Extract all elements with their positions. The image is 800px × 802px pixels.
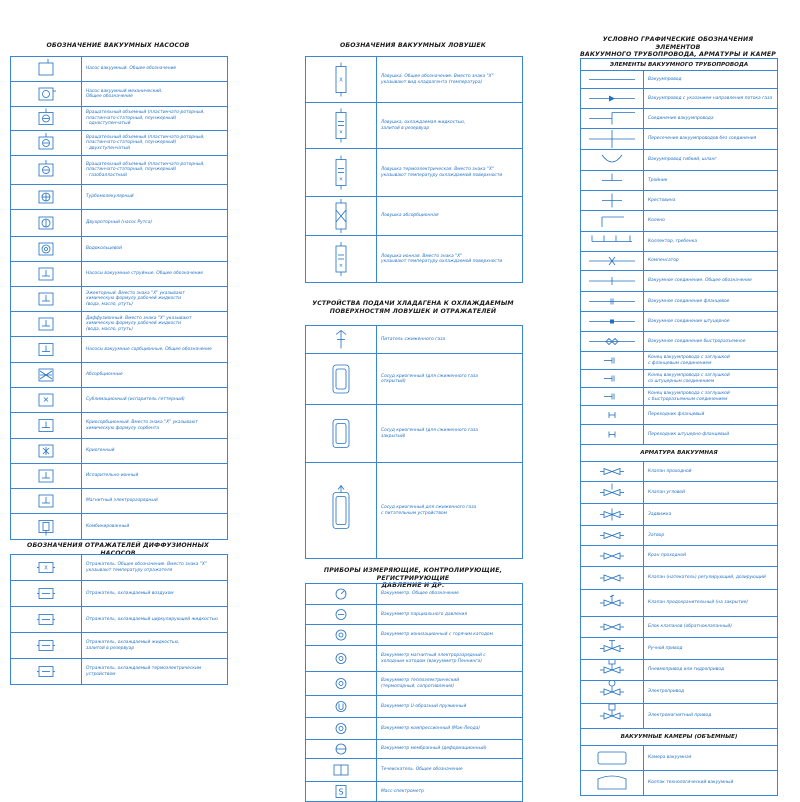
symbol-label: Конец вакуумпровода с заглушкой со штуцерным соединением [648,373,730,384]
symbol-label: Диффузионный. Вместо знака "X" указывают химическую формулу рабочей жидкости (вода, масло, ртуть) [86,315,192,332]
pump-diffusion-icon [11,312,82,336]
pump-evaporative-icon [11,464,82,488]
symbol-row [11,82,227,107]
symbol-label: Клапан угловой [648,489,685,495]
symbol-label: Клапан предохранительный (на закрытие) [648,600,748,606]
pump-combined-icon [11,514,82,539]
section-subhead: АРМАТУРА ВАКУУМНАЯ [581,445,777,462]
symbol-label: Водокольцевой [86,246,122,252]
symbol-row [306,740,522,759]
symbol-label: Соединение вакуумпровода [648,115,714,121]
feeder-icon [306,326,377,353]
symbol-label: Электромагнитный привод [648,713,712,719]
svg-text:X: X [44,565,48,572]
pipe-icon [581,71,644,88]
symbol-row [306,57,522,103]
symbol-label: Колпак технологический вакуумный [648,780,734,786]
vacuummeter-general-icon [306,584,377,604]
reflector-general-icon [11,555,82,580]
symbol-row [581,129,777,150]
pipe-quick-icon [581,332,644,351]
vacuum-traps-table [305,56,523,283]
symbol-row [306,405,522,463]
pump-volumetric-icon [11,107,82,130]
symbol-label: Вакуумметр теплоэлектрический (термопарный, сопротивления) [381,678,460,689]
symbol-row [581,546,777,567]
pipe-cross-icon [581,191,644,210]
pump-mechanical-icon [11,82,82,106]
vacuummeter-partial-icon [306,605,377,624]
symbol-row [581,425,777,445]
symbol-label: Вакуумметр ионизационный с горячим катодом [381,632,493,638]
symbol-label: Вращательный объемный (пластинчато-роторный, пластинчато-статорный, плунжерный) - газобалластный [86,161,205,178]
reflector-thermo-icon [11,659,82,684]
symbol-row [306,236,522,282]
symbol-label: Конец вакуумпровода с заглушкой с фланцевым соединением [648,355,730,366]
symbol-row [306,463,522,558]
symbol-row [306,759,522,782]
symbol-row [581,71,777,89]
symbol-row [306,103,522,149]
pipe-fitting-icon [581,312,644,331]
vessel-closed-icon [306,405,377,462]
valve-shutter-icon [581,526,644,545]
symbol-row [306,696,522,718]
symbol-label: Отражатель, охлаждаемый воздухом [86,590,174,596]
vacuummeter-magnetic-icon [306,646,377,671]
symbol-label: Вакуумметр парциального давления [381,611,468,617]
symbol-row [306,354,522,405]
pipe-passthrough-fitting-icon [581,425,644,444]
vessel-open-icon [306,354,377,404]
symbol-row [581,638,777,660]
valve-leak-icon [581,567,644,589]
symbol-label: Вакуумпровод с указанием направления потока газа [648,95,773,101]
pump-jet-icon [11,262,82,286]
valve-pneumatic-icon [581,660,644,680]
pipeline-title: УСЛОВНО ГРАФИЧЕСКИЕ ОБОЗНАЧЕНИЯ ЭЛЕМЕНТОВ ВАКУУМНОГО ТРУБОПРОВОДА, АРМАТУРЫ И КАМЕР [580,36,776,58]
pump-adsorption-icon [11,363,82,387]
symbol-row [11,514,227,539]
symbol-row [581,252,777,271]
symbol-label: Отражатель. Общее обозначение. Вместо знака "X" указывают температуру отражателя [86,562,207,573]
symbol-label: Конец вакуумпровода с заглушкой с быстроразъемным соединением [648,391,730,402]
symbol-label: Вакуумметр U-образный пружинный [381,703,467,709]
pump-cryosorption-icon [11,413,82,438]
pipe-connection-icon [581,271,644,291]
symbol-label: Вращательный объемный (пластинчато-роторный, пластинчато-статорный, плунжерный) - двухступенчатый [86,134,205,151]
symbol-label: Эжекторный. Вместо знака "X" указывают химическую формулу рабочей жидкости (вода, масло, ртуть) [86,290,185,307]
vacuum-traps-title: ОБОЗНАЧЕНИЯ ВАКУУМНЫХ ЛОВУШЕК [339,42,487,49]
chamber-process-icon [581,771,644,795]
pipe-end-fitting-icon [581,370,644,387]
refrigerant-supply-title: УСТРОЙСТВА ПОДАЧИ ХЛАДАГЕНА К ОХЛАЖДАЕМЫМ ПОВЕРХНОСТЯМ ЛОВУШЕК И ОТРАЖАТЕЛЕЙ [312,300,514,315]
symbol-row [581,746,777,771]
mass-spectrometer-icon [306,782,377,801]
pipe-end-quick-icon [581,388,644,405]
pipe-manifold-icon [581,232,644,251]
symbol-row [581,406,777,425]
pump-cryogenic-icon [11,439,82,463]
symbol-label: Питатель сжиженного газа [381,336,446,342]
symbol-label: Отражатель, охлаждаемый термоэлектрическим устройством [86,666,202,677]
symbol-row [11,131,227,156]
symbol-label: Абсорбционные [86,372,123,378]
symbol-label: Пересечение вакуумпроводов без соединения [648,136,757,142]
symbol-label: Комбинированный [86,523,130,529]
valve-manual-icon [581,638,644,659]
leak-detector-icon [306,759,377,781]
symbol-row [581,211,777,232]
symbol-row [11,210,227,237]
symbol-label: Тройник [648,177,668,183]
symbol-label: Переходник фланцевый [648,412,705,418]
pipe-end-flange-icon [581,352,644,369]
pipe-flow-icon [581,89,644,108]
symbol-label: Ловушка абсорбционная [381,213,439,219]
symbol-label: Коллектор, гребенка [648,238,698,244]
valve-electric-icon [581,681,644,703]
symbol-row [11,633,227,659]
svg-text:S: S [338,787,344,797]
trap-thermo-icon [306,149,377,196]
symbol-label: Вакуумметр мембранный (деформационный) [381,746,487,752]
symbol-label: Ловушка термоэлектрическая. Вместо знака "X" указывают температуру охлаждаемой поверхности [381,167,503,178]
symbol-label: Сублимационный (испаритель геттерный) [86,397,185,403]
pipe-passthrough-flange-icon [581,406,644,424]
symbol-row [581,462,777,482]
pump-magnetic-icon [11,489,82,513]
symbol-row [581,482,777,504]
symbol-row [11,156,227,185]
vacuum-pumps-table [10,56,228,540]
vacuummeter-compression-icon [306,718,377,739]
vacuummeter-thermal-icon [306,672,377,695]
svg-text:×: × [338,176,344,183]
symbol-row [11,337,227,363]
symbol-row [581,704,777,729]
trap-general-icon [306,57,377,102]
symbol-label: Течеискатель. Общее обозначение [381,767,463,773]
symbol-label: Задвижка [648,511,672,517]
symbol-row [581,370,777,388]
symbol-row [581,109,777,129]
section-subhead: ЭЛЕМЕНТЫ ВАКУУМНОГО ТРУБОПРОВОДА [581,59,777,71]
svg-text:×: × [338,129,344,136]
symbol-row [581,617,777,638]
reflector-reservoir-icon [11,633,82,658]
trap-reservoir-icon [306,103,377,148]
symbol-row [11,388,227,413]
reflector-air-icon [11,581,82,606]
symbol-row [11,581,227,607]
symbol-row [11,464,227,489]
symbol-label: Камера вакуумная [648,755,692,761]
pipe-bent-icon [581,150,644,170]
symbol-label: Крестовина [648,197,676,203]
symbol-row [11,287,227,312]
symbol-label: Ловушка ионная. Вместо знака "X" указывают температуру охлаждаемой поверхности [381,253,503,264]
pump-turbomolecular-icon [11,185,82,209]
valve-gate-icon [581,504,644,525]
symbol-row [581,191,777,211]
vessel-feeder-icon [306,463,377,558]
symbol-row [581,504,777,526]
svg-text:×: × [42,395,50,404]
symbol-row [11,312,227,337]
symbol-row [11,607,227,633]
symbol-label: Ловушка. Общее обозначение. Вместо знака "X" указывают вид хладоагента (температура) [381,74,494,85]
pump-waterring-icon [11,237,82,261]
symbol-label: Отражатель, охлаждаемый циркулирующей жидкостью [86,616,218,622]
vacuum-pumps-title: ОБОЗНАЧЕНИЕ ВАКУУМНЫХ НАСОСОВ [46,42,190,49]
svg-text:X: X [339,77,343,84]
trap-adsorption-icon [306,197,377,235]
symbol-label: Насос вакуумный. Общее обозначение [86,66,177,72]
symbol-label: Клапан проходной [648,468,692,474]
symbol-label: Сосуд криогенный для сжиженного газа с питательным устройством [381,505,477,516]
trap-ion-icon [306,236,377,282]
symbol-row [581,352,777,370]
symbol-label: Криосорбционный. Вместо знака "X" указывают химическую формулу сорбента [86,420,198,431]
symbol-row [581,590,777,617]
vacuummeter-utube-icon [306,696,377,717]
symbol-label: Сосуд криогенный (для сжиженного газа открытый) [381,373,478,384]
valve-block-icon [581,617,644,637]
symbol-row [11,363,227,388]
pump-volumetric-2stage-icon [11,131,82,155]
symbol-row [581,388,777,406]
refrigerant-supply-table [305,325,523,559]
symbol-row [581,526,777,546]
section-subhead: ВАКУУМНЫЕ КАМЕРЫ (ОБЪЕМНЫЕ) [581,729,777,746]
symbol-row [11,659,227,684]
symbol-row [11,489,227,514]
valve-through-icon [581,462,644,481]
chamber-icon [581,746,644,770]
symbol-row [306,672,522,696]
symbol-label: Масс-спектрометр [381,788,424,794]
pipe-joint-icon [581,109,644,128]
symbol-label: Электропривод [648,689,685,695]
reflectors-table [10,554,228,685]
symbol-label: Криогенный [86,448,115,454]
symbol-label: Отражатель, охлаждаемый жидкостью, залитой в резервуар [86,640,180,651]
symbol-row [581,232,777,252]
symbol-row [306,584,522,605]
reflector-liquid-icon [11,607,82,632]
symbol-row [581,312,777,332]
symbol-row [11,185,227,210]
pump-ejector-icon [11,287,82,311]
pump-general-icon [11,57,82,81]
symbol-row [11,237,227,262]
symbol-label: Колено [648,218,665,224]
valve-safety-icon [581,590,644,616]
symbol-row [306,646,522,672]
symbol-label: Насосы вакуумные сорбционные. Общее обозначение [86,346,212,352]
symbol-label: Компенсатор [648,258,679,264]
symbol-label: Двухроторный (насос Рутса) [86,220,153,226]
symbol-row [581,567,777,590]
valve-cock-icon [581,546,644,566]
symbol-row [306,625,522,646]
pipe-compensator-icon [581,252,644,270]
symbol-label: Вакуумметр магнитный электроразрядный с холодным катодом (вакуумметр Пеннинга) [381,653,486,664]
symbol-row [581,150,777,171]
symbol-row [11,439,227,464]
symbol-row [581,681,777,704]
symbol-label: Насосы вакуумные струйные. Общее обозначение [86,271,204,277]
instruments-title: ПРИБОРЫ ИЗМЕРЯЮЩИЕ, КОНТРОЛИРУЮЩИЕ, РЕГИСТРИРУЮЩИЕ ДАВЛЕНИЕ И ДР. [323,567,503,589]
symbol-label: Вакуумпровод гибкий, шланг [648,157,717,163]
symbol-label: Вакуумное соединение быстроразъемное [648,338,746,344]
symbol-row [581,771,777,795]
symbol-row [11,555,227,581]
symbol-label: Вращательный объемный (пластинчато-роторный, пластинчато-статорный, плунжерный) - одноступенчатый [86,110,205,127]
symbol-row [11,413,227,439]
valve-angle-icon [581,482,644,503]
instruments-table [305,583,523,802]
vacuummeter-membrane-icon [306,740,377,758]
pump-sublimation-icon [11,388,82,412]
svg-text:×: × [338,263,344,269]
symbol-label: Сосуд криогенный (для сжиженного газа закрытый) [381,428,478,439]
pipe-flange-icon [581,292,644,311]
symbol-label: Вакуумпровод [648,76,682,82]
pipe-tee-icon [581,171,644,190]
symbol-label: Блок клапанов (обратноклапанный) [648,624,732,630]
symbol-row [581,89,777,109]
pipe-crossing-icon [581,129,644,149]
symbol-label: Переходник штуцерно-фланцевый [648,431,730,437]
symbol-row [306,782,522,801]
pipe-elbow-icon [581,211,644,231]
symbol-label: Клапан (натекатель) регулирующий, дозирующий [648,575,766,581]
symbol-label: Пневмопривод или гидропривод [648,667,725,673]
symbol-label: Турбомолекулярный [86,194,134,200]
symbol-label: Магнитный электроразрядный [86,498,158,504]
symbol-label: Насос вакуумный механический. Общее обозначение [86,88,163,99]
pump-roots-icon [11,210,82,236]
symbol-row [306,326,522,354]
symbol-label: Затвор [648,532,665,538]
symbol-row [11,262,227,287]
valve-electromagnetic-icon [581,704,644,728]
symbol-row [306,605,522,625]
symbol-label: Ловушка, охлаждаемая жидкостью, залитой в резервуар [381,120,466,131]
symbol-row [581,171,777,191]
pump-sorption-icon [11,337,82,362]
symbol-label: Кран проходной [648,553,686,559]
symbol-row [11,107,227,131]
symbol-label: Вакуумметр компрессионный (Мак-Леода) [381,725,481,731]
symbol-row [581,660,777,681]
symbol-row [11,57,227,82]
reflectors-title: ОБОЗНАЧЕНИЯ ОТРАЖАТЕЛЕЙ ДИФФУЗИОННЫХ НАСОСОВ [27,542,209,557]
symbol-label: Ручной привод [648,645,683,651]
symbol-row [306,197,522,236]
symbol-row [581,271,777,292]
symbol-row [306,149,522,197]
pump-gasballast-icon [11,156,82,184]
symbol-label: Вакуумное соединение фланцевое [648,298,730,304]
symbol-row [581,292,777,312]
symbol-row [306,718,522,740]
symbol-label: Испарительно-ионный [86,473,139,479]
symbol-label: Вакуумметр. Общее обозначение [381,591,459,597]
symbol-label: Вакуумное соединение штуцерное [648,318,730,324]
symbol-label: Вакуумное соединение. Общее обозначение [648,278,752,284]
pipeline-table [580,58,778,796]
symbol-row [581,332,777,352]
vacuummeter-ionization-icon [306,625,377,645]
